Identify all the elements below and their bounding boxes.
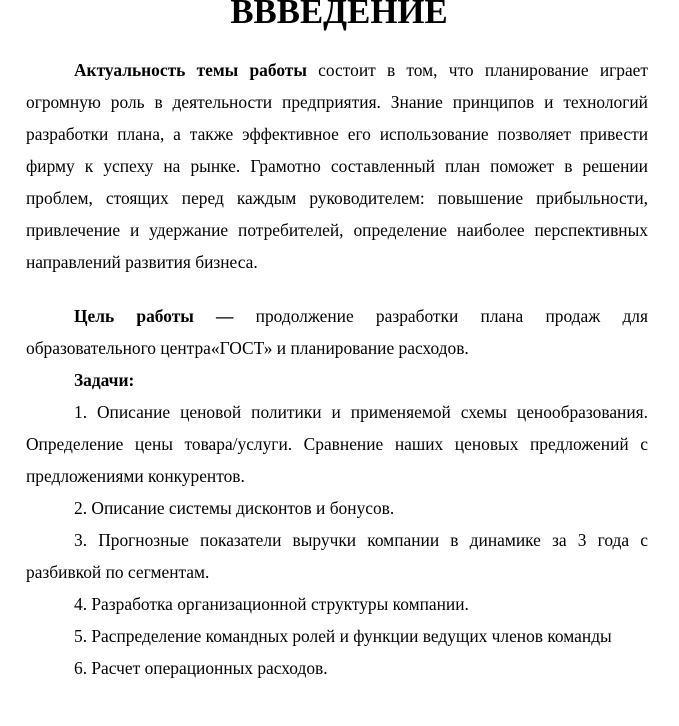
task-item: 5. Распределение командных ролей и функции ведущих членов команды (74, 626, 612, 646)
tasks-heading: Задачи: (74, 370, 135, 390)
document-page (26, 0, 648, 684)
task-item: 1. Описание ценовой политики и применяемой схемы ценообразования. Определение цены товара/услуги. Сравнение наших ценовых предложений с предложениями конкурентов. (26, 402, 648, 486)
relevance-text: состоит в том, что планирование играет огромную роль в деятельности предприятия. Знание принципов и технологий разработки плана, а также эффективное его использование позволяет привести фирму к успеху на рынке. Грамотно составленный план поможет в решении проблем, стоящих перед каждым руководителем: повышение прибыльности, привлечение и удержание потребителей, определение наиболее перспективных направлений развития бизнеса. (26, 60, 648, 272)
relevance-paragraph (26, 54, 648, 278)
task-item: 3. Прогнозные показатели выручки компании в динамике за 3 года с разбивкой по сегментам. (26, 530, 648, 582)
goal-lead: Цель работы — (74, 306, 234, 326)
goal-paragraph (26, 300, 648, 364)
task-item: 4. Разработка организационной структуры компании. (74, 594, 469, 614)
task-item: 2. Описание системы дисконтов и бонусов. (74, 498, 395, 518)
relevance-lead: Актуальность темы работы (74, 60, 307, 80)
task-item: 6. Расчет операционных расходов. (74, 658, 328, 678)
page-title: ВВВЕДЕНИЕ (230, 0, 448, 31)
goal-text: продолжение разработки плана продаж для образовательного центра«ГОСТ» и планирование расходов. (26, 306, 648, 358)
tasks-list (26, 396, 648, 684)
